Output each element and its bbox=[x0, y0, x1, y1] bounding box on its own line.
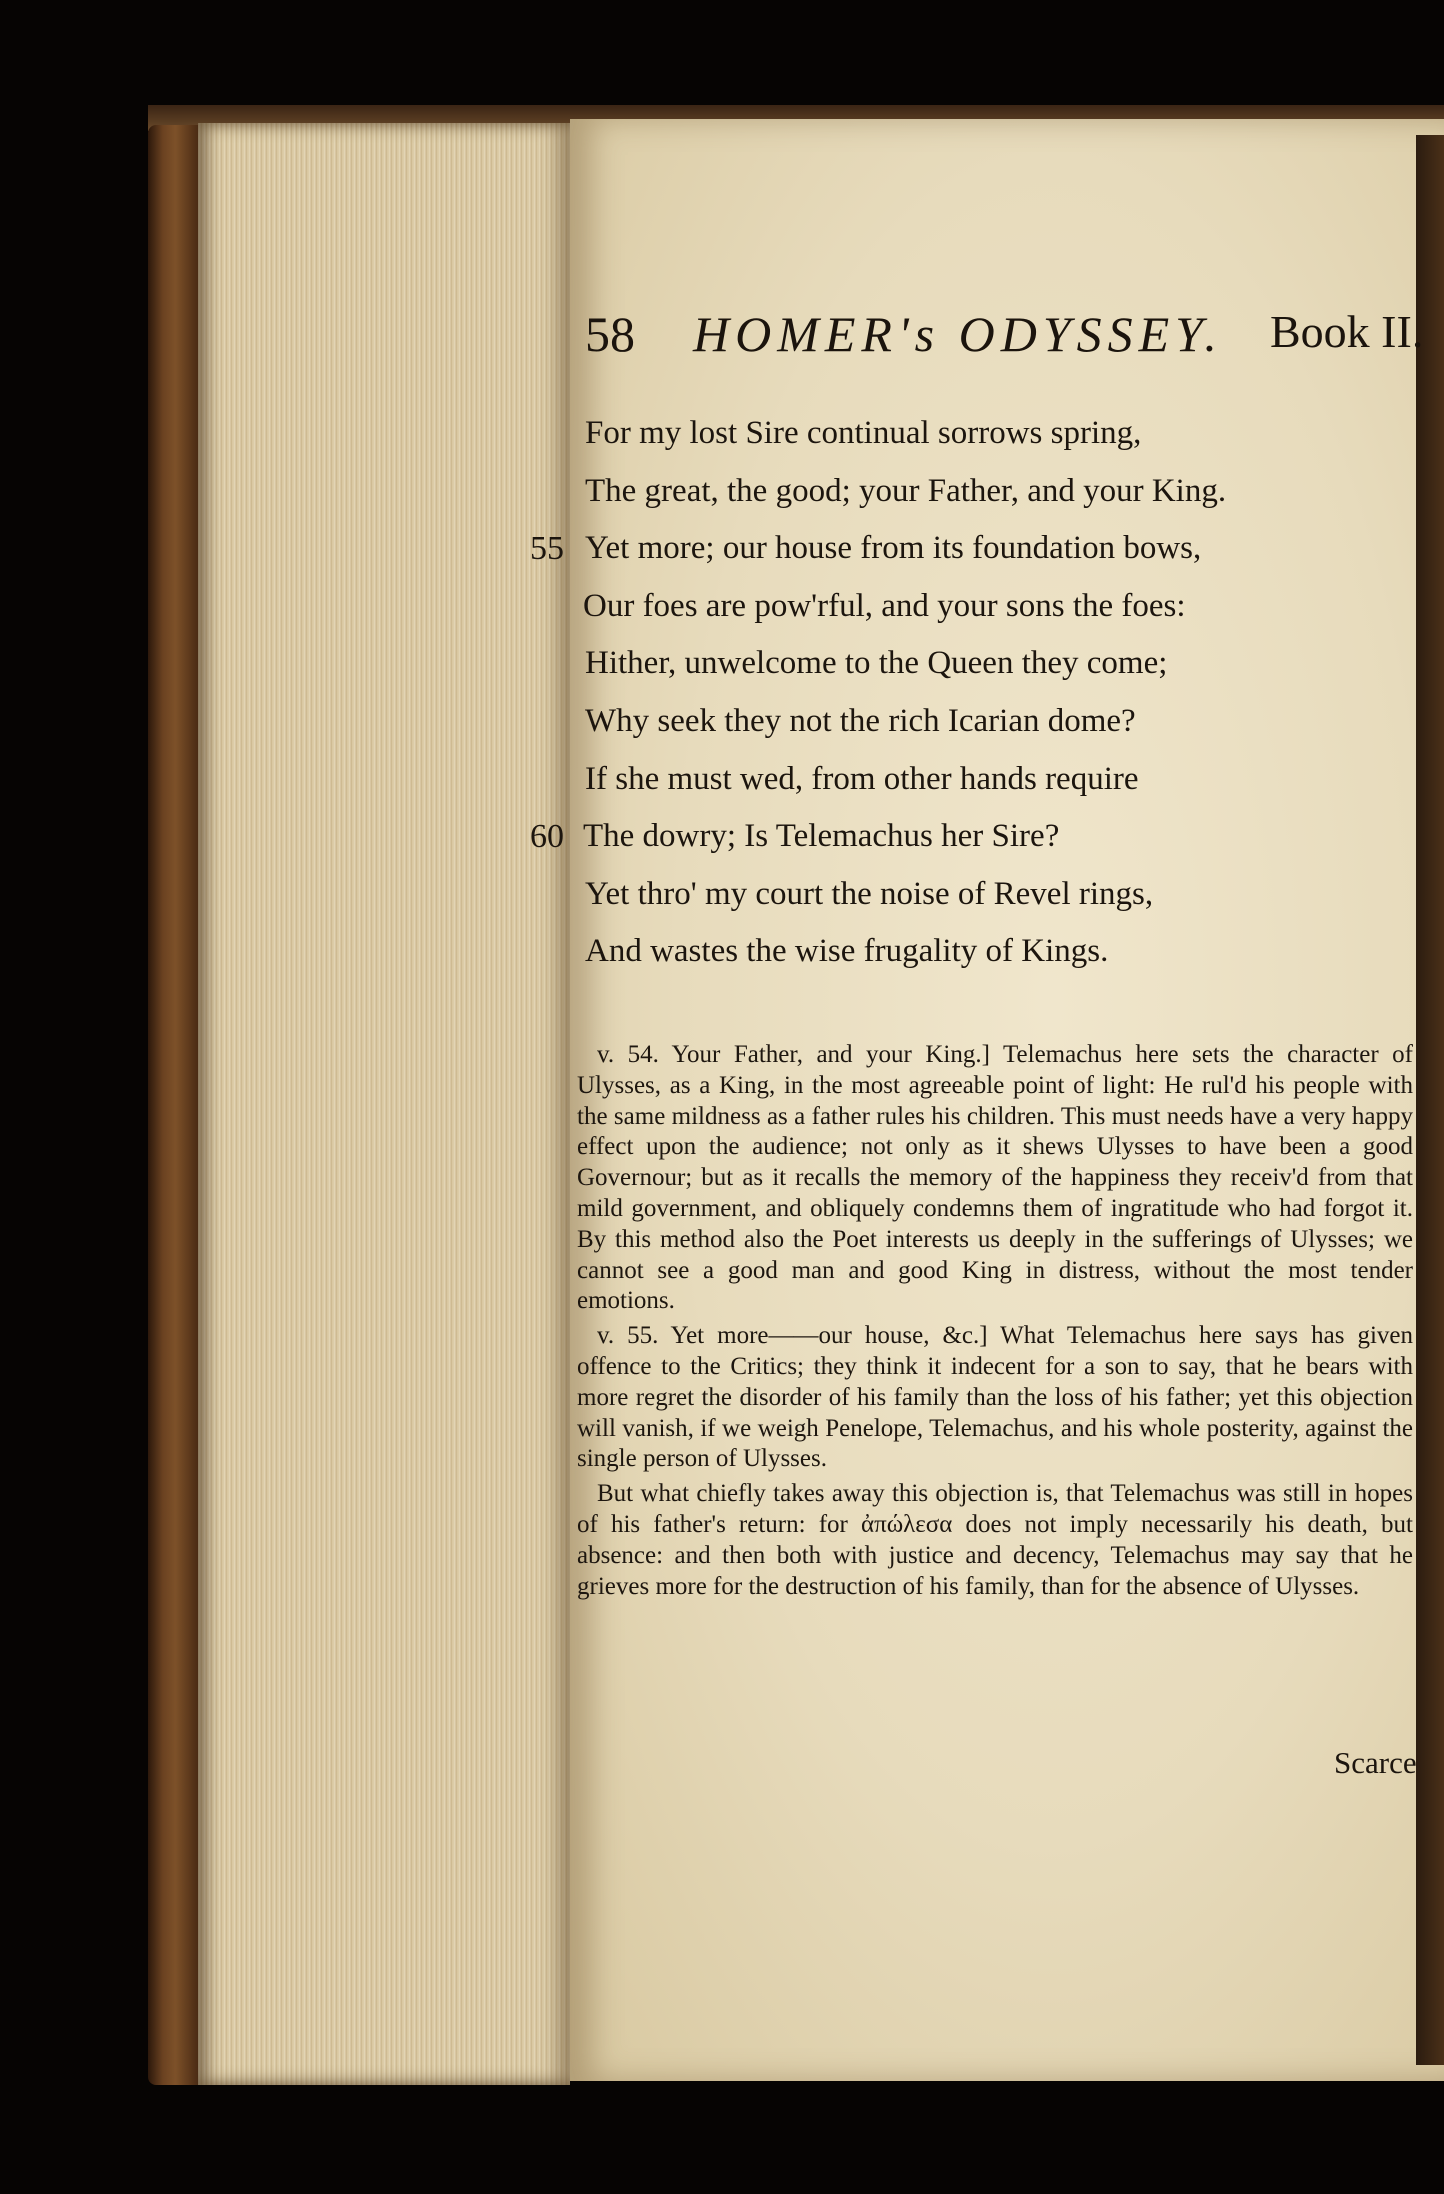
verse-line bbox=[520, 520, 1420, 578]
page-number: 58 bbox=[585, 306, 635, 362]
book-label: Book II. bbox=[1270, 306, 1424, 357]
verse-line bbox=[520, 866, 1420, 924]
verse-line bbox=[520, 635, 1420, 693]
running-title: HOMER's ODYSSEY. bbox=[693, 306, 1223, 362]
verse-line bbox=[520, 808, 1420, 866]
verse-text: And wastes the wise frugality of Kings. bbox=[585, 933, 1109, 970]
catchword: Scarce bbox=[1334, 1745, 1417, 1780]
verse-line bbox=[520, 751, 1420, 809]
verse-line bbox=[520, 693, 1420, 751]
footnote-paragraph: v. 54. Your Father, and your King.] Telemachus here sets the character of Ulysses, as a King, in the most agreeable point of light: He rul'd his people with the same mildness as a father rules his children. This must needs have a very happy effect upon the audience; not only as it shews Ulysses to have been a good Governour; but as it recalls the memory of the happiness they receiv'd from that mild government, and obliquely condemns them of ingratitude who had forgot it. By this method also the Poet interests us deeply in the sufferings of Ulysses; we cannot see a good man and good King in distress, without the most tender emotions. bbox=[577, 1041, 1413, 1315]
verse-text: Our foes are pow'rful, and your sons the foes: bbox=[583, 587, 1186, 624]
facing-page-edge bbox=[1416, 135, 1444, 2065]
verse-line bbox=[520, 578, 1420, 636]
verse-text: Yet more; our house from its foundation bows, bbox=[585, 530, 1202, 567]
footnote-paragraph: But what chiefly takes away this objection is, that Telemachus was still in hopes of his father's return: for ἀπώλεσα does not imply necessarily his death, but absence: and then both with justice and decency, Telemachus may say that he grieves more for the destruction of his family, than for the absence of Ulysses. bbox=[577, 1480, 1413, 1600]
verse-text: If she must wed, from other hands require bbox=[585, 760, 1139, 797]
verse-line bbox=[520, 405, 1420, 463]
verse-block bbox=[520, 405, 1420, 981]
verse-text: Hither, unwelcome to the Queen they come; bbox=[585, 645, 1168, 682]
verse-line bbox=[520, 923, 1420, 981]
line-number: 60 bbox=[530, 818, 564, 856]
page-header bbox=[585, 305, 1444, 365]
line-number: 55 bbox=[530, 530, 564, 568]
verse-line bbox=[520, 463, 1420, 521]
verse-text: The great, the good; your Father, and your King. bbox=[585, 472, 1227, 509]
verse-text: For my lost Sire continual sorrows spring, bbox=[585, 415, 1142, 451]
footnotes bbox=[577, 1040, 1413, 1602]
verse-text: Yet thro' my court the noise of Revel rings, bbox=[585, 875, 1154, 912]
verse-text: Why seek they not the rich Icarian dome? bbox=[585, 702, 1136, 739]
book-cover-spine bbox=[148, 125, 198, 2085]
footnote-paragraph: v. 55. Yet more——our house, &c.] What Telemachus here says has given offence to the Critics; they think it indecent for a son to say, that he bears with more regret the disorder of his family than the loss of his father; yet this objection will vanish, if we weigh Penelope, Telemachus, and his whole posterity, against the single person of Ulysses. bbox=[577, 1322, 1413, 1473]
page-block-edges bbox=[198, 123, 570, 2085]
verse-text: The dowry; Is Telemachus her Sire? bbox=[583, 818, 1060, 855]
